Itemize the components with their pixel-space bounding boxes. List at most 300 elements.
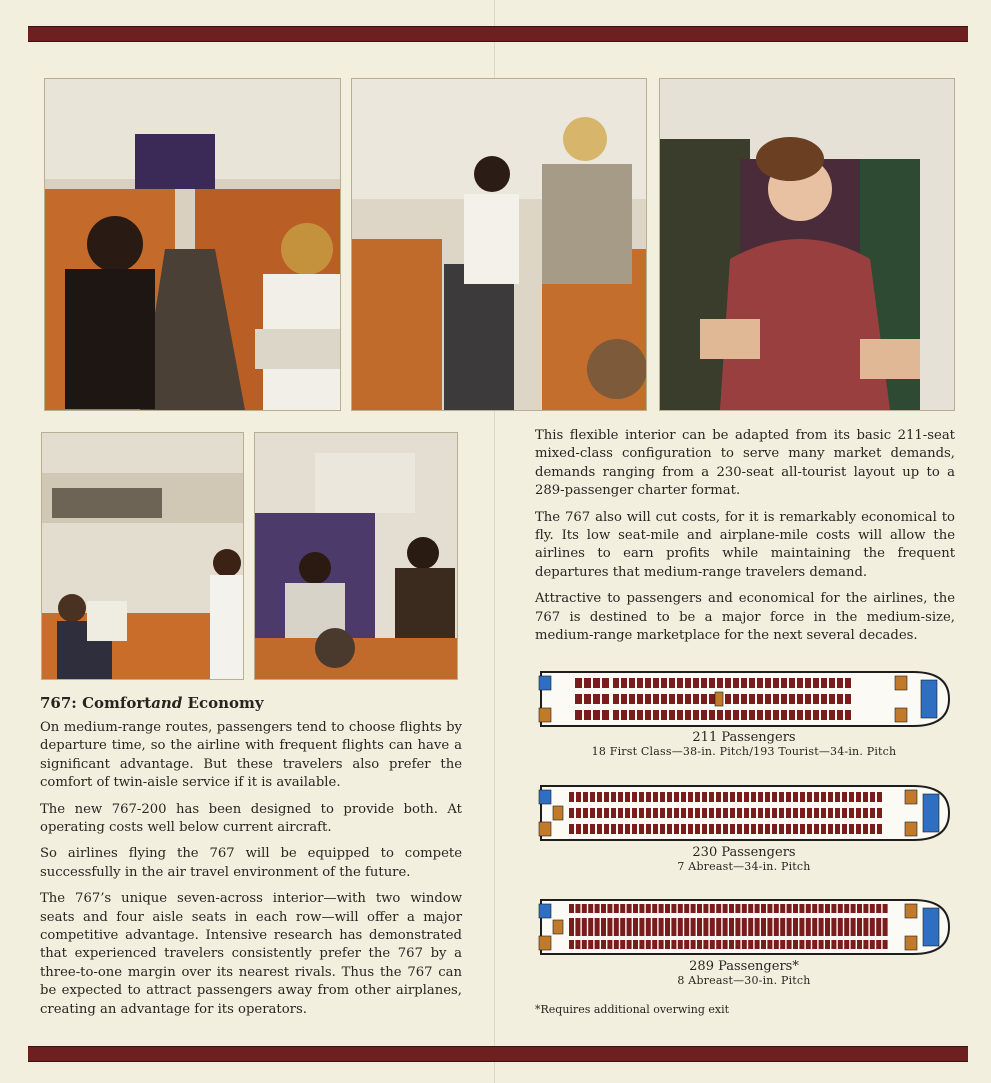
- seat: [701, 678, 707, 688]
- seat-plan-289-caption: [535, 960, 953, 988]
- seat: [779, 792, 784, 802]
- seat: [789, 678, 795, 688]
- seat: [618, 792, 623, 802]
- seat: [695, 808, 700, 818]
- seat: [845, 678, 851, 688]
- seat: [856, 824, 861, 834]
- seat: [844, 904, 849, 913]
- seat: [646, 940, 651, 949]
- seat: [688, 792, 693, 802]
- seat: [588, 918, 593, 936]
- seat: [575, 918, 580, 936]
- seat: [786, 792, 791, 802]
- seat: [709, 808, 714, 818]
- seat: [632, 824, 637, 834]
- seat: [597, 808, 602, 818]
- seat: [639, 792, 644, 802]
- seat: [793, 940, 798, 949]
- seat: [576, 824, 581, 834]
- seat: [819, 904, 824, 913]
- seat: [637, 678, 643, 688]
- galley-block: [923, 794, 939, 832]
- seat: [749, 694, 755, 704]
- seat: [678, 940, 683, 949]
- seat: [701, 694, 707, 704]
- seat: [688, 808, 693, 818]
- heading-main: 767: Comfort: [40, 694, 152, 712]
- seat: [831, 918, 836, 936]
- seat: [709, 824, 714, 834]
- seat: [742, 904, 747, 913]
- seat: [799, 904, 804, 913]
- seat: [685, 678, 691, 688]
- seat: [633, 918, 638, 936]
- seat-plan-211-caption: [535, 731, 953, 759]
- seat: [857, 918, 862, 936]
- photo-service-cart: [351, 78, 647, 411]
- seat: [805, 694, 811, 704]
- seat: [588, 940, 593, 949]
- seat: [819, 940, 824, 949]
- bottom-rule: [28, 1046, 968, 1062]
- seat: [813, 694, 819, 704]
- seat: [569, 792, 574, 802]
- seat: [799, 940, 804, 949]
- seat: [814, 808, 819, 818]
- seat: [863, 940, 868, 949]
- seat: [645, 710, 651, 720]
- seat: [582, 918, 587, 936]
- seat: [773, 678, 779, 688]
- seat: [863, 904, 868, 913]
- seat: [787, 904, 792, 913]
- seat: [665, 918, 670, 936]
- seat: [793, 904, 798, 913]
- paragraph: The 767 also will cut costs, for it is remarkably economical to fly. Its low seat-mile and airplane-mile costs will allow the airlines to earn profits while maintaining the frequent departures that medium-range travelers demand.: [535, 509, 955, 580]
- seat: [681, 824, 686, 834]
- seat: [583, 824, 588, 834]
- seat: [730, 792, 735, 802]
- seat: [646, 824, 651, 834]
- lavatory-block: [905, 936, 917, 950]
- seat: [742, 918, 747, 936]
- seat: [744, 792, 749, 802]
- seat: [842, 792, 847, 802]
- paragraph: This flexible interior can be adapted from its basic 211-seat mixed-class configuration to serve many market demands, demands ranging from a 230-seat all-tourist layout up to a 289-passenger charter format.: [535, 428, 955, 499]
- seat: [639, 940, 644, 949]
- seat: [693, 710, 699, 720]
- seat-plan-title: 289 Passengers*: [689, 959, 799, 974]
- seat: [661, 694, 667, 704]
- seat: [761, 940, 766, 949]
- seat: [601, 940, 606, 949]
- seat: [613, 678, 619, 688]
- seat: [733, 694, 739, 704]
- seat: [703, 940, 708, 949]
- seat: [842, 824, 847, 834]
- seat: [876, 940, 881, 949]
- seat: [652, 918, 657, 936]
- seat: [665, 940, 670, 949]
- seat: [611, 824, 616, 834]
- seat: [742, 940, 747, 949]
- seat: [653, 710, 659, 720]
- right-body-text: [535, 427, 955, 653]
- seat: [575, 940, 580, 949]
- seat: [681, 808, 686, 818]
- seat: [813, 678, 819, 688]
- seat: [604, 824, 609, 834]
- seat: [607, 918, 612, 936]
- seat: [773, 694, 779, 704]
- seat: [620, 940, 625, 949]
- seat: [602, 678, 609, 688]
- seat: [773, 710, 779, 720]
- seat: [829, 710, 835, 720]
- seat: [637, 710, 643, 720]
- seat-plan-211-drawing: [535, 668, 953, 730]
- seat: [601, 918, 606, 936]
- seat: [691, 918, 696, 936]
- heading-italic: and: [151, 694, 183, 712]
- seat: [597, 824, 602, 834]
- seat: [799, 918, 804, 936]
- seat: [582, 904, 587, 913]
- seat: [678, 904, 683, 913]
- seat: [877, 792, 882, 802]
- seat: [685, 694, 691, 704]
- lavatory-block: [539, 708, 551, 722]
- seat: [618, 808, 623, 818]
- seat: [611, 792, 616, 802]
- seat: [837, 678, 843, 688]
- seat: [772, 808, 777, 818]
- seat: [709, 710, 715, 720]
- seat: [660, 808, 665, 818]
- seat: [757, 694, 763, 704]
- seat: [821, 710, 827, 720]
- seat: [825, 918, 830, 936]
- seat: [703, 904, 708, 913]
- seat: [835, 824, 840, 834]
- seat: [590, 824, 595, 834]
- seat: [710, 918, 715, 936]
- seat: [829, 678, 835, 688]
- seat: [797, 710, 803, 720]
- seat: [575, 678, 582, 688]
- seat: [767, 904, 772, 913]
- seat: [829, 694, 835, 704]
- seat: [821, 694, 827, 704]
- seat: [604, 808, 609, 818]
- seat: [625, 808, 630, 818]
- seat: [758, 808, 763, 818]
- seat: [633, 940, 638, 949]
- seat: [806, 918, 811, 936]
- seat: [709, 678, 715, 688]
- galley-block: [539, 676, 551, 690]
- seat: [870, 792, 875, 802]
- seat: [765, 710, 771, 720]
- seat: [835, 808, 840, 818]
- seat: [576, 808, 581, 818]
- seat-plan-subtitle: 7 Abreast—34-in. Pitch: [677, 860, 811, 873]
- seat: [797, 678, 803, 688]
- seat: [653, 824, 658, 834]
- lavatory-block: [905, 904, 917, 918]
- seat: [781, 694, 787, 704]
- seat: [821, 678, 827, 688]
- seat: [877, 808, 882, 818]
- seat: [646, 792, 651, 802]
- seat: [569, 808, 574, 818]
- seat: [723, 808, 728, 818]
- seat: [584, 694, 591, 704]
- seat: [772, 792, 777, 802]
- seat: [793, 824, 798, 834]
- seat: [671, 904, 676, 913]
- seat: [767, 918, 772, 936]
- seat: [821, 808, 826, 818]
- seat: [793, 808, 798, 818]
- seat: [590, 792, 595, 802]
- seat: [716, 904, 721, 913]
- seat-plan-211: [535, 668, 953, 730]
- seat: [863, 918, 868, 936]
- seat: [717, 710, 723, 720]
- seat: [765, 808, 770, 818]
- seat: [857, 940, 862, 949]
- seat: [744, 808, 749, 818]
- seat: [741, 678, 747, 688]
- seat: [601, 904, 606, 913]
- lavatory-block: [539, 936, 551, 950]
- seat: [674, 808, 679, 818]
- seat: [611, 808, 616, 818]
- seat: [765, 678, 771, 688]
- seat: [883, 904, 888, 913]
- seat: [787, 940, 792, 949]
- seat: [584, 710, 591, 720]
- lavatory-block: [539, 822, 551, 836]
- seat: [620, 918, 625, 936]
- seat: [627, 904, 632, 913]
- seat: [674, 792, 679, 802]
- seat: [725, 694, 731, 704]
- seat: [659, 904, 664, 913]
- seat: [665, 904, 670, 913]
- seat: [793, 792, 798, 802]
- seat: [646, 918, 651, 936]
- seat: [844, 918, 849, 936]
- seat: [814, 792, 819, 802]
- seat: [774, 940, 779, 949]
- seat: [729, 918, 734, 936]
- seat: [749, 710, 755, 720]
- seat: [729, 940, 734, 949]
- seat: [646, 808, 651, 818]
- seat: [633, 904, 638, 913]
- seat: [595, 940, 600, 949]
- seat: [733, 710, 739, 720]
- lavatory-block: [905, 822, 917, 836]
- seat: [625, 824, 630, 834]
- seat: [607, 904, 612, 913]
- seat: [835, 792, 840, 802]
- lavatory-block: [895, 676, 907, 690]
- seat: [716, 792, 721, 802]
- lavatory-block: [553, 806, 563, 820]
- seat: [805, 678, 811, 688]
- seat: [583, 792, 588, 802]
- seat: [669, 710, 675, 720]
- seat: [755, 940, 760, 949]
- seat: [674, 824, 679, 834]
- seat-plan-230: [535, 782, 953, 844]
- seat: [659, 940, 664, 949]
- seat: [845, 694, 851, 704]
- seat: [652, 904, 657, 913]
- seat: [681, 792, 686, 802]
- seat: [723, 904, 728, 913]
- seat: [758, 824, 763, 834]
- seat: [723, 918, 728, 936]
- seat: [793, 918, 798, 936]
- seat: [693, 678, 699, 688]
- seat: [735, 904, 740, 913]
- seat-plan-subtitle: 18 First Class—38-in. Pitch/193 Tourist—34-in. Pitch: [591, 745, 897, 758]
- seat: [671, 918, 676, 936]
- seat: [780, 940, 785, 949]
- seat: [620, 904, 625, 913]
- seat: [800, 808, 805, 818]
- seat: [765, 694, 771, 704]
- seat: [849, 792, 854, 802]
- photo-cabin-aisle: [44, 78, 341, 411]
- seat: [709, 792, 714, 802]
- paragraph: So airlines flying the 767 will be equipped to compete successfully in the air travel environment of the future.: [40, 846, 462, 880]
- seat: [702, 792, 707, 802]
- seat: [828, 792, 833, 802]
- galley-block: [921, 680, 937, 718]
- seat: [828, 824, 833, 834]
- seat: [806, 940, 811, 949]
- seat: [741, 694, 747, 704]
- seat: [653, 792, 658, 802]
- seat: [757, 678, 763, 688]
- seat: [629, 710, 635, 720]
- seat: [590, 808, 595, 818]
- seat: [863, 792, 868, 802]
- seat: [757, 710, 763, 720]
- seat: [779, 824, 784, 834]
- seat: [789, 694, 795, 704]
- seat: [831, 940, 836, 949]
- seat: [825, 904, 830, 913]
- seat: [702, 808, 707, 818]
- seat: [629, 694, 635, 704]
- seat: [684, 904, 689, 913]
- seat: [716, 824, 721, 834]
- seat: [697, 940, 702, 949]
- lavatory-block: [895, 708, 907, 722]
- seat-plan-289-drawing: [535, 896, 953, 958]
- seat: [730, 824, 735, 834]
- seat: [575, 694, 582, 704]
- seat: [751, 792, 756, 802]
- seat: [691, 904, 696, 913]
- seat: [593, 710, 600, 720]
- seat: [781, 678, 787, 688]
- seat: [838, 904, 843, 913]
- seat: [781, 710, 787, 720]
- seat: [733, 678, 739, 688]
- seat: [569, 904, 574, 913]
- seat: [870, 940, 875, 949]
- seat: [737, 792, 742, 802]
- seat: [621, 710, 627, 720]
- seat: [604, 792, 609, 802]
- seat: [883, 918, 888, 936]
- seat: [779, 808, 784, 818]
- seat: [831, 904, 836, 913]
- seat: [593, 694, 600, 704]
- seat: [717, 678, 723, 688]
- seat: [677, 710, 683, 720]
- seat: [684, 918, 689, 936]
- seat-plan-289: [535, 896, 953, 958]
- seat: [883, 940, 888, 949]
- seat: [787, 918, 792, 936]
- seat: [639, 808, 644, 818]
- seat: [613, 694, 619, 704]
- seat: [667, 824, 672, 834]
- seat: [710, 940, 715, 949]
- seat: [856, 792, 861, 802]
- seat: [669, 678, 675, 688]
- seat: [870, 808, 875, 818]
- seat: [597, 792, 602, 802]
- seat: [767, 940, 772, 949]
- seat: [575, 904, 580, 913]
- seat: [691, 940, 696, 949]
- seat: [751, 824, 756, 834]
- seat: [697, 918, 702, 936]
- seat: [716, 940, 721, 949]
- seat: [797, 694, 803, 704]
- galley-block: [539, 790, 551, 804]
- lavatory-block: [905, 790, 917, 804]
- seat: [812, 918, 817, 936]
- seat: [575, 710, 582, 720]
- seat: [761, 918, 766, 936]
- seat: [807, 792, 812, 802]
- seat: [685, 710, 691, 720]
- seat: [688, 824, 693, 834]
- seat: [723, 824, 728, 834]
- seat: [838, 940, 843, 949]
- seat: [723, 792, 728, 802]
- seat: [825, 940, 830, 949]
- seat: [749, 678, 755, 688]
- seat: [709, 694, 715, 704]
- seat: [755, 904, 760, 913]
- seat: [625, 792, 630, 802]
- seat: [595, 918, 600, 936]
- seat: [725, 678, 731, 688]
- seat: [748, 940, 753, 949]
- seat: [821, 824, 826, 834]
